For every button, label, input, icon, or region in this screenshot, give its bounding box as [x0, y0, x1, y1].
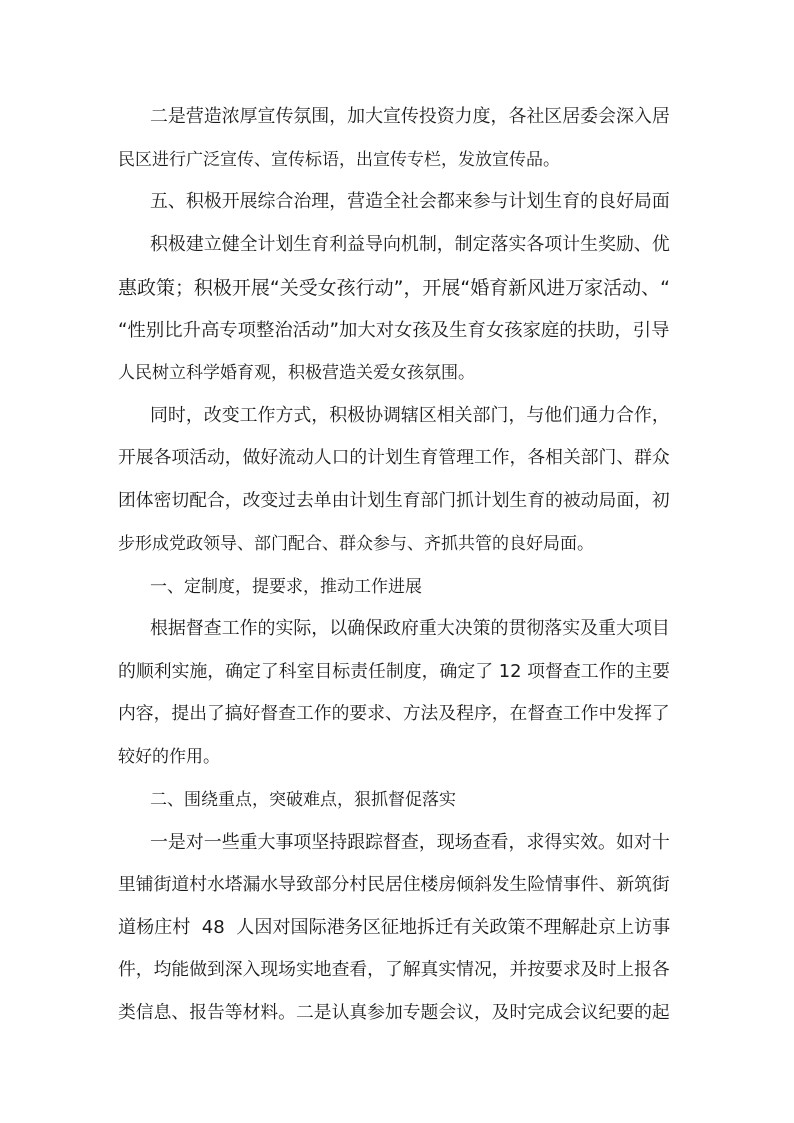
- paragraph-line: 二是营造浓厚宣传氛围，加大宣传投资力度，各社区居委会深入居: [150, 106, 670, 127]
- paragraph-line: 较好的作用。: [118, 747, 220, 767]
- paragraph-line: 民区进行广泛宣传、宣传标语，出宣传专栏，发放宣传品。: [118, 150, 560, 170]
- paragraph-line: 步形成党政领导、部门配合、群众参与、齐抓共管的良好局面。: [118, 534, 594, 554]
- paragraph-line: 的顺利实施，确定了科室目标责任制度，确定了 12 项督查工作的主要: [118, 661, 671, 682]
- paragraph-line: 人民树立科学婚育观，积极营造关爱女孩氛围。: [118, 363, 475, 383]
- paragraph-line: 内容，提出了搞好督查工作的要求、方法及程序，在督查工作中发挥了: [118, 703, 670, 724]
- paragraph-line: 类信息、报告等材料。二是认真参加专题会议，及时完成会议纪要的起: [118, 1002, 670, 1023]
- paragraph-line: 开展各项活动，做好流动人口的计划生育管理工作，各相关部门、群众: [118, 447, 670, 468]
- section-heading: 二、围绕重点，突破难点，狠抓督促落实: [150, 790, 456, 810]
- paragraph-line: 里铺街道村水塔漏水导致部分村民居住楼房倾斜发生险情事件、新筑街: [118, 874, 670, 895]
- paragraph-line: 惠政策；积极开展“关受女孩行动”，开展“婚育新风进万家活动、“: [118, 277, 670, 299]
- paragraph-line: 积极建立健全计划生育利益导向机制，制定落实各项计生奖励、优: [150, 234, 670, 255]
- paragraph-line: 根据督查工作的实际，以确保政府重大决策的贯彻落实及重大项目: [150, 618, 670, 639]
- paragraph-line: 道杨庄村 48 人因对国际港务区征地拆迁有关政策不理解赴京上访事: [118, 917, 671, 938]
- paragraph-line: “性别比升高专项整治活动”加大对女孩及生育女孩家庭的扶助，引导: [118, 320, 670, 341]
- paragraph-line: 一是对一些重大事项坚持跟踪督查，现场查看，求得实效。如对十: [150, 832, 670, 853]
- section-heading: 一、定制度，提要求，推动工作进展: [150, 577, 422, 597]
- paragraph-line: 团体密切配合，改变过去单由计划生育部门抓计划生育的被动局面，初: [118, 490, 670, 511]
- paragraph-line: 件，均能做到深入现场实地查看，了解真实情况，并按要求及时上报各: [118, 959, 670, 980]
- paragraph-line: 同时，改变工作方式，积极协调辖区相关部门，与他们通力合作，: [150, 405, 670, 426]
- section-heading: 五、积极开展综合治理，营造全社会都来参与计划生育的良好局面: [150, 191, 670, 212]
